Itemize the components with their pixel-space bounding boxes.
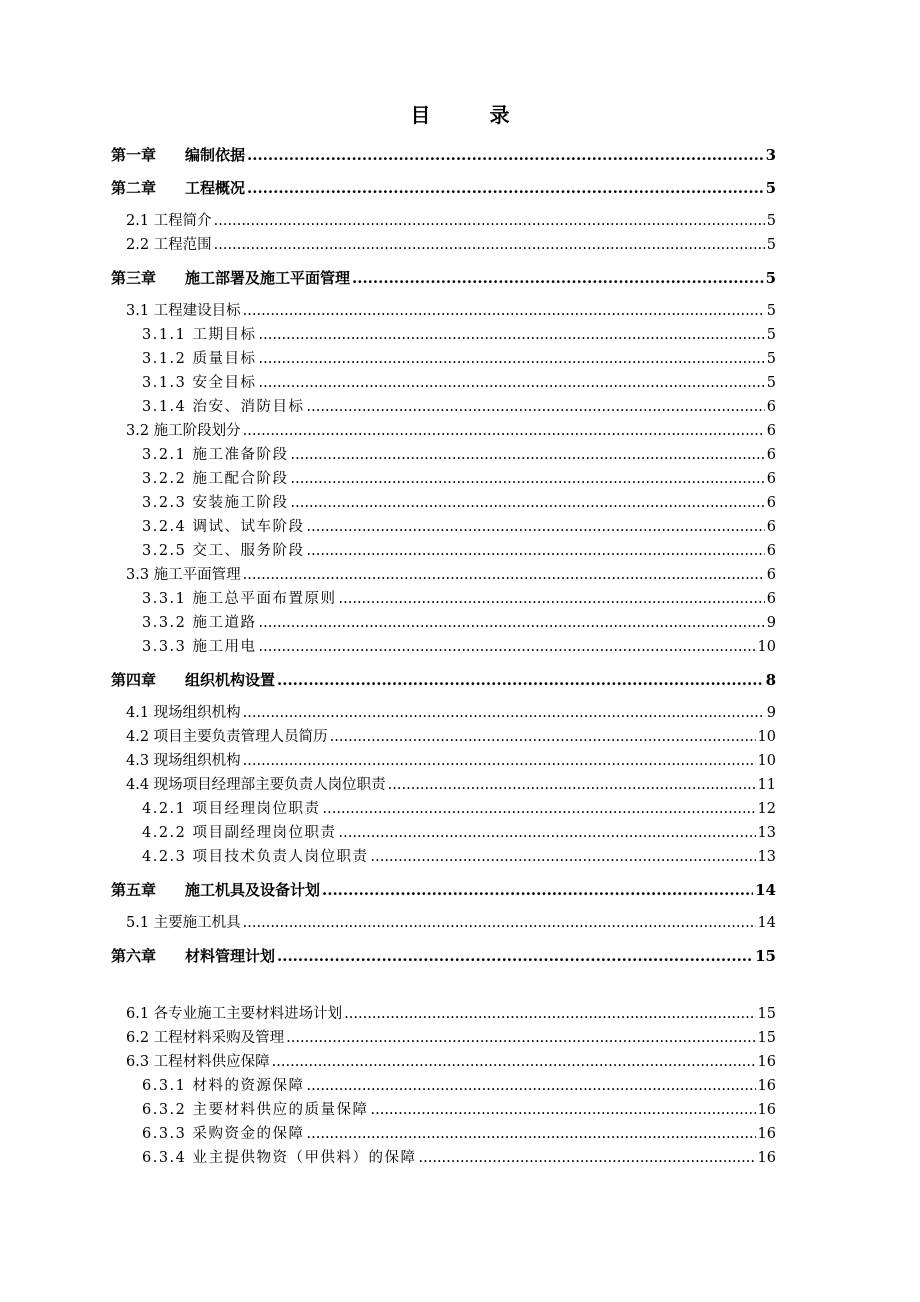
toc-subsection-entry[interactable]: [0, 1122, 920, 1146]
dot-leader: [419, 1146, 756, 1170]
dot-leader: [272, 1050, 756, 1074]
toc-entry-text: 6.3.1 材料的资源保障: [142, 1078, 305, 1094]
toc-list: [0, 143, 920, 1170]
toc-chapter-entry[interactable]: [0, 944, 920, 968]
toc-entry-label: [126, 773, 386, 797]
toc-entry-text: 3.3.3 施工用电: [142, 639, 257, 655]
toc-page-number: 14: [757, 915, 776, 931]
toc-section-entry[interactable]: [0, 563, 920, 587]
chapter-number: 第二章: [111, 179, 157, 197]
toc-entry-text: 3.3.1 施工总平面布置原则: [142, 591, 337, 607]
dot-leader: [307, 1074, 756, 1098]
toc-page-number: 6: [766, 519, 776, 535]
dot-leader: [277, 668, 764, 692]
toc-entry-label: [142, 491, 289, 515]
toc-entry-label: [111, 176, 245, 200]
toc-entry-text: 5.1 主要施工机具: [126, 915, 241, 931]
toc-page-number: 16: [757, 1102, 776, 1118]
dot-leader: [307, 1122, 756, 1146]
toc-entry-label: [126, 1026, 284, 1050]
dot-leader: [247, 143, 764, 167]
toc-entry-label: [126, 299, 241, 323]
toc-subsection-entry[interactable]: [0, 1146, 920, 1170]
dot-leader: [291, 443, 765, 467]
toc-entry-text: 3.2.2 施工配合阶段: [142, 471, 289, 487]
toc-entry-text: 2.2 工程范围: [126, 237, 212, 253]
toc-entry-label: [126, 1002, 342, 1026]
toc-entry-label: [142, 845, 369, 869]
toc-page-number: 5: [766, 351, 776, 367]
dot-leader: [307, 539, 765, 563]
chapter-number: 第五章: [111, 881, 157, 899]
toc-page-number: 10: [757, 729, 776, 745]
toc-entry-text: 3.1.1 工期目标: [142, 327, 257, 343]
toc-section-entry[interactable]: [0, 725, 920, 749]
toc-subsection-entry[interactable]: [0, 797, 920, 821]
dot-leader: [371, 1098, 756, 1122]
dot-leader: [286, 1026, 755, 1050]
dot-leader: [307, 395, 765, 419]
toc-page-number: 6: [766, 447, 776, 463]
toc-entry-label: [142, 587, 337, 611]
dot-leader: [371, 845, 756, 869]
chapter-number: 第四章: [111, 671, 157, 689]
toc-page-number: 10: [757, 639, 776, 655]
toc-subsection-entry[interactable]: [0, 443, 920, 467]
toc-chapter-entry[interactable]: [0, 176, 920, 200]
toc-subsection-entry[interactable]: [0, 635, 920, 659]
dot-leader: [388, 773, 756, 797]
toc-title: 目 录: [410, 103, 536, 127]
toc-entry-label: [142, 539, 305, 563]
toc-entry-text: 6.3.2 主要材料供应的质量保障: [142, 1102, 369, 1118]
toc-entry-text: 3.1.2 质量目标: [142, 351, 257, 367]
toc-entry-text: 3.1.3 安全目标: [142, 375, 257, 391]
toc-page-number: 15: [757, 1006, 776, 1022]
toc-entry-label: [142, 1122, 305, 1146]
toc-page-number: 15: [755, 947, 776, 965]
toc-entry-text: 3.1 工程建设目标: [126, 303, 241, 319]
toc-entry-label: [142, 347, 257, 371]
toc-page-number: 5: [766, 375, 776, 391]
toc-section-entry[interactable]: [0, 419, 920, 443]
toc-entry-label: [126, 419, 241, 443]
toc-entry-label: [142, 371, 257, 395]
toc-subsection-entry[interactable]: [0, 347, 920, 371]
toc-subsection-entry[interactable]: [0, 611, 920, 635]
toc-section-entry[interactable]: [0, 233, 920, 257]
toc-entry-text: 4.2.3 项目技术负责人岗位职责: [142, 849, 369, 865]
toc-section-entry[interactable]: [0, 299, 920, 323]
toc-page-number: 16: [757, 1126, 776, 1142]
toc-page-number: 14: [755, 881, 776, 899]
toc-page-number: 3: [765, 146, 776, 164]
toc-entry-text: 6.1 各专业施工主要材料进场计划: [126, 1006, 343, 1022]
toc-entry-label: [142, 1098, 369, 1122]
toc-subsection-entry[interactable]: [0, 515, 920, 539]
toc-entry-label: [126, 725, 328, 749]
toc-page-number: 6: [766, 399, 776, 415]
toc-entry-text: 4.2.1 项目经理岗位职责: [142, 801, 321, 817]
toc-entry-label: [126, 701, 241, 725]
toc-entry-label: [111, 944, 275, 968]
toc-page-number: 13: [757, 825, 776, 841]
toc-subsection-entry[interactable]: [0, 371, 920, 395]
toc-page-number: 5: [766, 237, 776, 253]
toc-entry-label: [142, 797, 321, 821]
toc-section-entry[interactable]: [0, 1050, 920, 1074]
toc-subsection-entry[interactable]: [0, 587, 920, 611]
toc-entry-label: [142, 515, 305, 539]
toc-page-number: 6: [766, 423, 776, 439]
toc-entry-label: [126, 209, 212, 233]
toc-page-number: 10: [757, 753, 776, 769]
toc-page-number: 5: [766, 213, 776, 229]
toc-page-number: 16: [757, 1078, 776, 1094]
toc-entry-text: 3.2 施工阶段划分: [126, 423, 241, 439]
toc-entry-text: 材料管理计划: [185, 947, 276, 965]
dot-leader: [339, 587, 765, 611]
toc-page-number: 6: [766, 591, 776, 607]
toc-subsection-entry[interactable]: [0, 1098, 920, 1122]
toc-entry-label: [126, 749, 241, 773]
toc-entry-label: [126, 1050, 270, 1074]
toc-subsection-entry[interactable]: [0, 467, 920, 491]
toc-section-entry[interactable]: [0, 209, 920, 233]
toc-subsection-entry[interactable]: [0, 323, 920, 347]
toc-page-number: 16: [757, 1150, 776, 1166]
toc-entry-text: 4.3 现场组织机构: [126, 753, 241, 769]
toc-section-entry[interactable]: [0, 1026, 920, 1050]
toc-entry-label: [142, 635, 257, 659]
toc-entry-label: [142, 821, 337, 845]
dot-leader: [344, 1002, 755, 1026]
dot-leader: [259, 635, 756, 659]
toc-subsection-entry[interactable]: [0, 491, 920, 515]
toc-entry-text: 3.3 施工平面管理: [126, 567, 241, 583]
dot-leader: [259, 611, 765, 635]
toc-entry-label: [111, 668, 275, 692]
toc-entry-text: 3.2.4 调试、试车阶段: [142, 519, 305, 535]
dot-leader: [291, 467, 765, 491]
toc-page-number: 12: [757, 801, 776, 817]
toc-page-number: 9: [766, 615, 776, 631]
chapter-number: 第三章: [111, 269, 157, 287]
toc-entry-label: [126, 911, 241, 935]
dot-leader: [243, 299, 765, 323]
toc-entry-text: 6.3.4 业主提供物资（甲供料）的保障: [142, 1150, 417, 1166]
toc-page-number: 6: [766, 543, 776, 559]
toc-page-number: 9: [766, 705, 776, 721]
toc-entry-text: 6.2 工程材料采购及管理: [126, 1030, 285, 1046]
dot-leader: [214, 209, 765, 233]
dot-leader: [259, 323, 765, 347]
toc-entry-text: 施工部署及施工平面管理: [185, 269, 351, 287]
dot-leader: [214, 233, 765, 257]
toc-entry-text: 4.2 项目主要负责管理人员简历: [126, 729, 328, 745]
toc-entry-label: [142, 1146, 417, 1170]
toc-entry-label: [126, 233, 212, 257]
toc-entry-label: [142, 611, 257, 635]
toc-entry-label: [111, 266, 350, 290]
toc-page-number: 6: [766, 471, 776, 487]
toc-entry-text: 4.4 现场项目经理部主要负责人岗位职责: [126, 777, 386, 793]
toc-entry-text: 3.2.1 施工准备阶段: [142, 447, 289, 463]
toc-page-number: 8: [765, 671, 776, 689]
toc-subsection-entry[interactable]: [0, 1074, 920, 1098]
toc-entry-label: [142, 323, 257, 347]
toc-subsection-entry[interactable]: [0, 821, 920, 845]
chapter-number: 第六章: [111, 947, 157, 965]
toc-page-number: 5: [766, 303, 776, 319]
toc-section-entry[interactable]: [0, 701, 920, 725]
toc-page-number: 5: [765, 179, 776, 197]
toc-subsection-entry[interactable]: [0, 539, 920, 563]
dot-leader: [243, 911, 756, 935]
toc-entry-text: 6.3 工程材料供应保障: [126, 1054, 270, 1070]
toc-entry-text: 施工机具及设备计划: [185, 881, 321, 899]
dot-leader: [243, 749, 756, 773]
toc-page-number: 15: [757, 1030, 776, 1046]
toc-section-entry[interactable]: [0, 911, 920, 935]
toc-entry-label: [111, 878, 320, 902]
dot-leader: [291, 491, 765, 515]
toc-page-number: 5: [765, 269, 776, 287]
dot-leader: [307, 515, 765, 539]
toc-entry-text: 组织机构设置: [185, 671, 276, 689]
toc-subsection-entry[interactable]: [0, 845, 920, 869]
dot-leader: [247, 176, 764, 200]
toc-entry-label: [142, 395, 305, 419]
toc-section-entry[interactable]: [0, 773, 920, 797]
toc-entry-text: 3.2.3 安装施工阶段: [142, 495, 289, 511]
toc-chapter-entry[interactable]: [0, 266, 920, 290]
dot-leader: [322, 878, 753, 902]
toc-entry-label: [126, 563, 241, 587]
toc-entry-label: [111, 143, 245, 167]
toc-page-number: 6: [766, 567, 776, 583]
dot-leader: [352, 266, 764, 290]
toc-chapter-entry[interactable]: [0, 878, 920, 902]
toc-chapter-entry[interactable]: [0, 668, 920, 692]
toc-subsection-entry[interactable]: [0, 395, 920, 419]
toc-page-number: 5: [766, 327, 776, 343]
toc-entry-text: 2.1 工程简介: [126, 213, 212, 229]
toc-page-number: 16: [757, 1054, 776, 1070]
toc-entry-text: 3.3.2 施工道路: [142, 615, 257, 631]
toc-entry-text: 编制依据: [185, 146, 246, 164]
dot-leader: [323, 797, 756, 821]
dot-leader: [277, 944, 753, 968]
toc-entry-text: 3.2.5 交工、服务阶段: [142, 543, 305, 559]
toc-section-entry[interactable]: [0, 749, 920, 773]
toc-chapter-entry[interactable]: [0, 143, 920, 167]
dot-leader: [259, 371, 765, 395]
toc-page-number: 13: [757, 849, 776, 865]
toc-entry-text: 工程概况: [185, 179, 246, 197]
toc-section-entry[interactable]: [0, 1002, 920, 1026]
toc-page-number: 11: [757, 777, 776, 793]
dot-leader: [259, 347, 765, 371]
toc-entry-label: [142, 1074, 305, 1098]
toc-entry-label: [142, 467, 289, 491]
dot-leader: [243, 563, 765, 587]
dot-leader: [243, 701, 765, 725]
dot-leader: [243, 419, 765, 443]
toc-entry-text: 3.1.4 治安、消防目标: [142, 399, 305, 415]
chapter-number: 第一章: [111, 146, 157, 164]
dot-leader: [339, 821, 756, 845]
toc-entry-text: 4.1 现场组织机构: [126, 705, 241, 721]
toc-entry-text: 6.3.3 采购资金的保障: [142, 1126, 305, 1142]
toc-entry-label: [142, 443, 289, 467]
dot-leader: [330, 725, 756, 749]
toc-page-number: 6: [766, 495, 776, 511]
toc-entry-text: 4.2.2 项目副经理岗位职责: [142, 825, 337, 841]
